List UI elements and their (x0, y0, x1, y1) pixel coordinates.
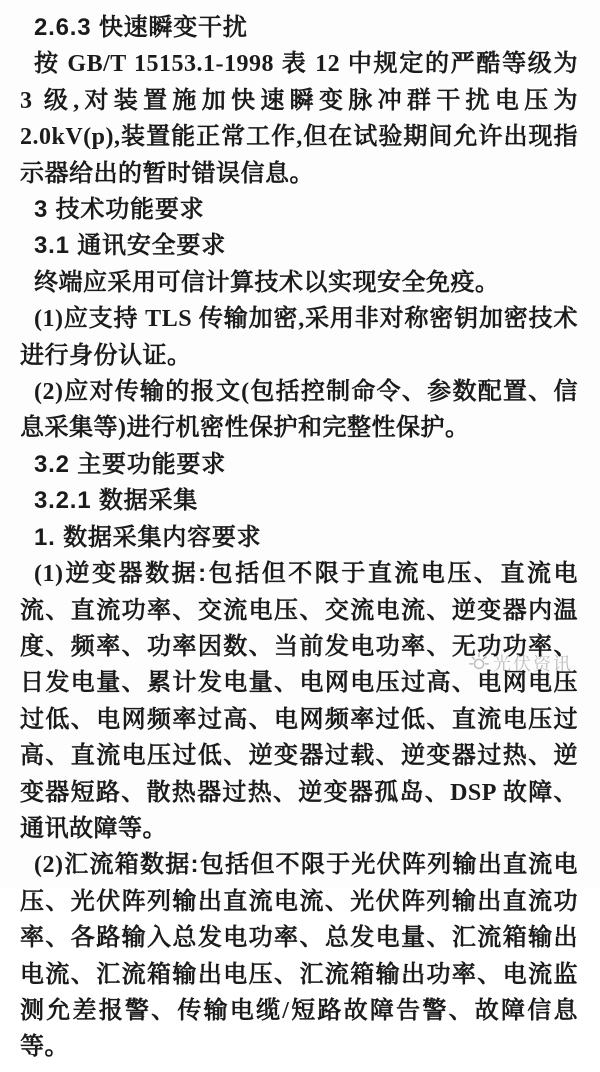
paragraph (20, 556, 578, 847)
paragraph: 按 GB/T 15153.1-1998 表 12 中规定的严酷等级为 3 级,对装置施加快速瞬变脉冲群干扰电压为 2.0kV(p),装置能正常工作,但在试验期间允许出现指示器给出的暂时错误信息。 (20, 51, 578, 187)
list-heading: 1. 数据采集内容要求 (34, 523, 262, 551)
list-marker: (2) (34, 852, 64, 879)
list-marker: (1) (34, 561, 64, 588)
section-heading: 3.2 主要功能要求 (34, 450, 227, 478)
paragraph: (2)应对传输的报文(包括控制命令、参数配置、信息采集等)进行机密性保护和完整性保护。 (20, 379, 578, 442)
paragraph (20, 847, 578, 1065)
paragraph: (1)应支持 TLS 传输加密,采用非对称密钥加密技术进行身份认证。 (20, 306, 578, 369)
paragraph-text: 包括但不限于直流电压、直流电流、直流功率、交流电压、交流电流、逆变器内温度、频率、功率因数、当前发电功率、无功功率、日发电量、累计发电量、电网电压过高、电网电压过低、电网频率过高、电网频率过低、直流电压过高、直流电压过低、逆变器过载、逆变器过热、逆变器短路、散热器过热、逆变器孤岛、DSP 故障、通讯故障等。 (20, 561, 579, 842)
paragraph-text: 包括但不限于光伏阵列输出直流电压、光伏阵列输出直流电流、光伏阵列输出直流功率、各路输入总发电功率、总发电量、汇流箱输出电流、汇流箱输出电压、汇流箱输出功率、电流监测允差报警、传输电缆/短路故障告警、故障信息等。 (20, 852, 579, 1061)
run-in-heading: 汇流箱数据: (63, 851, 200, 879)
section-heading: 2.6.3 快速瞬变干扰 (34, 14, 248, 41)
paragraph: 终端应采用可信计算技术以实现安全免疫。 (34, 269, 500, 296)
section-heading: 3 技术功能要求 (34, 196, 205, 224)
watermark-label: 光伏资讯 (493, 654, 573, 674)
run-in-heading: 逆变器数据: (63, 560, 207, 588)
section-heading: 3.2.1 数据采集 (34, 487, 199, 515)
section-heading: 3.1 通讯安全要求 (34, 232, 227, 260)
